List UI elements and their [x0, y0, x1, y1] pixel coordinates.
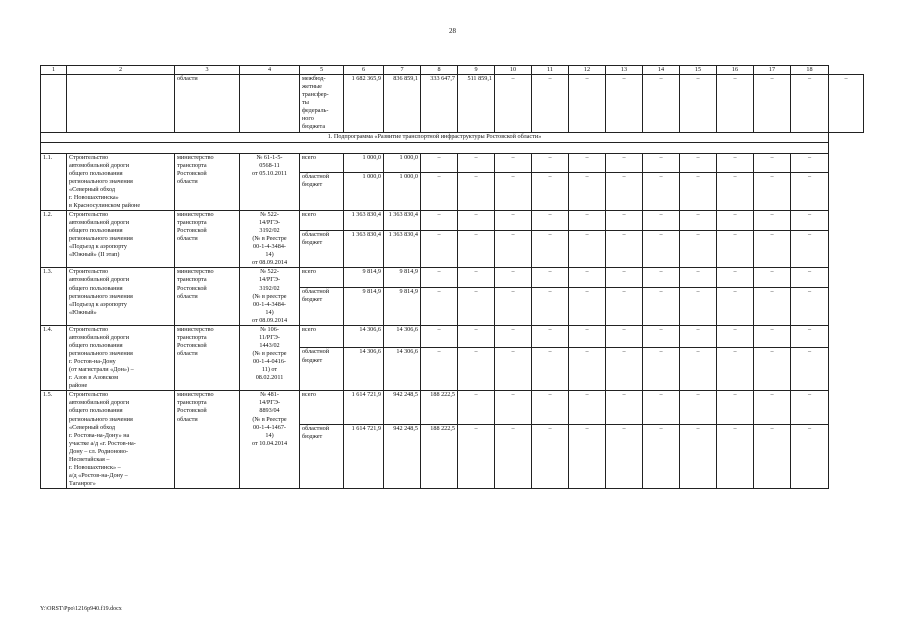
header-cell: 9	[458, 66, 495, 75]
value-cell: –	[791, 173, 829, 211]
value-cell: –	[754, 153, 791, 173]
value-cell: –	[680, 425, 717, 489]
value-cell: –	[754, 288, 791, 326]
table-row	[41, 391, 864, 425]
value-cell: –	[569, 230, 606, 268]
value-cell: 1 682 365,9	[344, 75, 384, 132]
value-cell: –	[791, 230, 829, 268]
header-cell: 4	[240, 66, 300, 75]
value-cell: 836 859,1	[384, 75, 421, 132]
value-cell: –	[680, 348, 717, 391]
value-cell: –	[754, 348, 791, 391]
value-cell: 1 363 830,4	[344, 230, 384, 268]
value-cell: –	[643, 325, 680, 348]
source-cell: всего	[300, 325, 344, 348]
value-cell: –	[643, 348, 680, 391]
row-name: Строительство автомобильной дороги общего пользования регионального значения «Северный обход г. Новошахтинска» в Красносулинском районе	[67, 153, 175, 210]
value-cell: –	[458, 230, 495, 268]
row-name	[67, 75, 175, 132]
value-cell: –	[495, 153, 532, 173]
value-cell: –	[643, 391, 680, 425]
value-cell: –	[458, 173, 495, 211]
value-cell: –	[495, 425, 532, 489]
value-cell: 9 814,9	[384, 268, 421, 288]
value-cell: –	[606, 210, 643, 230]
value-cell: –	[569, 288, 606, 326]
value-cell: –	[643, 75, 680, 132]
value-cell: –	[643, 153, 680, 173]
value-cell: –	[532, 210, 569, 230]
value-cell: 942 248,5	[384, 391, 421, 425]
value-cell: –	[495, 391, 532, 425]
value-cell: –	[606, 391, 643, 425]
value-cell: –	[643, 268, 680, 288]
value-cell: 14 306,6	[384, 348, 421, 391]
value-cell: –	[458, 348, 495, 391]
row-number	[41, 75, 67, 132]
row-number: 1.5.	[41, 391, 67, 489]
value-cell: –	[717, 75, 754, 132]
row-number: 1.2.	[41, 210, 67, 267]
value-cell: –	[754, 325, 791, 348]
header-cell: 3	[175, 66, 240, 75]
executor-cell: министерство транспорта Ростовской области	[175, 391, 240, 489]
spacer-cell	[41, 142, 829, 153]
header-cell: 5	[300, 66, 344, 75]
value-cell: 14 306,6	[384, 325, 421, 348]
value-cell: –	[791, 210, 829, 230]
executor-cell: министерство транспорта Ростовской области	[175, 325, 240, 391]
value-cell: –	[754, 210, 791, 230]
value-cell: –	[532, 348, 569, 391]
value-cell: –	[643, 425, 680, 489]
value-cell: –	[421, 173, 458, 211]
header-cell: 8	[421, 66, 458, 75]
value-cell: 9 814,9	[344, 288, 384, 326]
header-cell: 16	[717, 66, 754, 75]
value-cell: –	[606, 173, 643, 211]
value-cell: –	[680, 153, 717, 173]
executor-cell: министерство транспорта Ростовской области	[175, 153, 240, 210]
doc-cell: № 522- 14/РГЭ- 3192/02 (№ в Реестре 00-1-4-3484- 14) от 08.09.2014	[240, 210, 300, 267]
value-cell: –	[680, 325, 717, 348]
value-cell: 1 000,0	[384, 173, 421, 211]
value-cell: –	[643, 173, 680, 211]
value-cell: –	[606, 153, 643, 173]
header-cell: 15	[680, 66, 717, 75]
value-cell: –	[680, 75, 717, 132]
value-cell: –	[680, 391, 717, 425]
value-cell: –	[680, 288, 717, 326]
value-cell: 188 222,5	[421, 425, 458, 489]
executor-cell: области	[175, 75, 240, 132]
header-row	[41, 66, 864, 75]
value-cell: 511 859,1	[458, 75, 495, 132]
value-cell: –	[421, 325, 458, 348]
header-cell: 18	[791, 66, 829, 75]
value-cell: 14 306,6	[344, 325, 384, 348]
value-cell: –	[606, 230, 643, 268]
value-cell: –	[569, 268, 606, 288]
value-cell: –	[754, 391, 791, 425]
row-name: Строительство автомобильной дороги общего пользования регионального значения «Подъезд к аэропорту «Южный»	[67, 268, 175, 325]
value-cell: 9 814,9	[344, 268, 384, 288]
value-cell: –	[421, 348, 458, 391]
doc-cell: № 522- 14/РГЭ- 3192/02 (№ в реестре 00-1-4-3484- 14) от 08.09.2014	[240, 268, 300, 325]
section-row	[41, 132, 864, 142]
value-cell: –	[754, 268, 791, 288]
header-cell: 2	[67, 66, 175, 75]
value-cell: –	[458, 268, 495, 288]
value-cell: 1 000,0	[344, 153, 384, 173]
value-cell: –	[532, 425, 569, 489]
source-cell: всего	[300, 268, 344, 288]
value-cell: –	[458, 153, 495, 173]
value-cell: –	[754, 75, 791, 132]
value-cell: –	[791, 325, 829, 348]
row-name: Строительство автомобильной дороги общего пользования регионального значения «Северный обход г. Ростова-на-Дону» на участке а/д «г. Ростов-на- Дону – сл. Родионово- Несветайская – г. Новошахтинск» – а/д «Ростов-на-Дону – Таганрог»	[67, 391, 175, 489]
source-cell: областной бюджет	[300, 348, 344, 391]
value-cell: –	[421, 153, 458, 173]
value-cell: –	[532, 325, 569, 348]
value-cell: –	[791, 75, 829, 132]
value-cell: 14 306,6	[344, 348, 384, 391]
value-cell: –	[717, 425, 754, 489]
budget-table	[40, 65, 864, 489]
header-cell: 12	[569, 66, 606, 75]
table-row	[41, 325, 864, 348]
file-path: Y:\ORST\Ppo\1216p940.f19.docx	[40, 606, 122, 612]
table-row	[41, 210, 864, 230]
value-cell: –	[643, 230, 680, 268]
value-cell: –	[569, 348, 606, 391]
value-cell: –	[495, 230, 532, 268]
value-cell: –	[606, 425, 643, 489]
doc-cell	[240, 75, 300, 132]
header-cell: 10	[495, 66, 532, 75]
value-cell: –	[458, 425, 495, 489]
value-cell: –	[606, 288, 643, 326]
value-cell: –	[421, 268, 458, 288]
value-cell: –	[532, 230, 569, 268]
value-cell: –	[643, 288, 680, 326]
value-cell: 1 363 830,4	[384, 230, 421, 268]
executor-cell: министерство транспорта Ростовской области	[175, 210, 240, 267]
value-cell: 1 363 830,4	[344, 210, 384, 230]
value-cell: –	[421, 230, 458, 268]
value-cell: –	[532, 153, 569, 173]
value-cell: –	[643, 210, 680, 230]
header-cell: 13	[606, 66, 643, 75]
header-cell: 1	[41, 66, 67, 75]
source-cell: всего	[300, 210, 344, 230]
continuation-row	[41, 75, 864, 132]
source-cell: межбюд- жетные трансфер- ты федераль- ного бюджета	[300, 75, 344, 132]
value-cell: –	[532, 391, 569, 425]
value-cell: –	[495, 210, 532, 230]
value-cell: –	[495, 288, 532, 326]
value-cell: –	[754, 230, 791, 268]
header-cell: 7	[384, 66, 421, 75]
value-cell: –	[791, 425, 829, 489]
value-cell: –	[532, 268, 569, 288]
value-cell: –	[606, 348, 643, 391]
value-cell: –	[458, 210, 495, 230]
value-cell: –	[421, 210, 458, 230]
value-cell: –	[569, 391, 606, 425]
row-number: 1.3.	[41, 268, 67, 325]
value-cell: –	[495, 325, 532, 348]
table-row	[41, 153, 864, 173]
header-cell: 11	[532, 66, 569, 75]
value-cell: –	[532, 288, 569, 326]
value-cell: –	[829, 75, 864, 132]
value-cell: –	[495, 348, 532, 391]
value-cell: –	[791, 153, 829, 173]
value-cell: –	[680, 173, 717, 211]
value-cell: 1 363 830,4	[384, 210, 421, 230]
value-cell: –	[606, 268, 643, 288]
value-cell: –	[458, 325, 495, 348]
value-cell: –	[495, 75, 532, 132]
value-cell: –	[791, 288, 829, 326]
value-cell: –	[717, 153, 754, 173]
value-cell: –	[717, 230, 754, 268]
value-cell: –	[569, 210, 606, 230]
source-cell: всего	[300, 391, 344, 425]
value-cell: –	[532, 173, 569, 211]
value-cell: –	[754, 173, 791, 211]
value-cell: 1 614 721,9	[344, 391, 384, 425]
header-cell: 14	[643, 66, 680, 75]
value-cell: –	[569, 173, 606, 211]
source-cell: областной бюджет	[300, 173, 344, 211]
value-cell: –	[532, 75, 569, 132]
value-cell: 1 000,0	[344, 173, 384, 211]
value-cell: 9 814,9	[384, 288, 421, 326]
value-cell: –	[791, 268, 829, 288]
header-cell: 6	[344, 66, 384, 75]
source-cell: областной бюджет	[300, 288, 344, 326]
value-cell: –	[569, 325, 606, 348]
value-cell: –	[458, 391, 495, 425]
value-cell: –	[569, 75, 606, 132]
header-cell: 17	[754, 66, 791, 75]
table-row	[41, 268, 864, 288]
row-name: Строительство автомобильной дороги общего пользования регионального значения г. Ростов-на-Дону (от магистрали «Дон») – г. Азов в Азовском районе	[67, 325, 175, 391]
value-cell: –	[569, 425, 606, 489]
doc-cell: № 61-1-5- 0568-11 от 05.10.2011	[240, 153, 300, 210]
executor-cell: министерство транспорта Ростовской области	[175, 268, 240, 325]
value-cell: –	[680, 210, 717, 230]
value-cell: 942 248,5	[384, 425, 421, 489]
value-cell: –	[680, 268, 717, 288]
row-name: Строительство автомобильной дороги общего пользования регионального значения «Подъезд к аэропорту «Южный» (II этап)	[67, 210, 175, 267]
value-cell: –	[717, 348, 754, 391]
value-cell: 1 000,0	[384, 153, 421, 173]
row-number: 1.1.	[41, 153, 67, 210]
value-cell: –	[569, 153, 606, 173]
page-number: 28	[449, 27, 456, 35]
value-cell: –	[495, 268, 532, 288]
value-cell: 333 647,7	[421, 75, 458, 132]
source-cell: областной бюджет	[300, 425, 344, 489]
value-cell: –	[717, 288, 754, 326]
value-cell: –	[717, 391, 754, 425]
value-cell: –	[606, 325, 643, 348]
value-cell: –	[791, 348, 829, 391]
value-cell: –	[421, 288, 458, 326]
source-cell: всего	[300, 153, 344, 173]
section-title: 1. Подпрограмма «Развитие транспортной инфраструктуры Ростовской области»	[41, 132, 829, 142]
value-cell: –	[717, 210, 754, 230]
value-cell: –	[717, 173, 754, 211]
source-cell: областной бюджет	[300, 230, 344, 268]
row-number: 1.4.	[41, 325, 67, 391]
value-cell: –	[791, 391, 829, 425]
value-cell: –	[606, 75, 643, 132]
doc-cell: № 106- 11/РГЭ- 1443/02 (№ в реестре 00-1-4-0416- 11) от 08.02.2011	[240, 325, 300, 391]
value-cell: –	[680, 230, 717, 268]
doc-cell: № 481- 14/РГЭ- 8893/04 (№ в Реестре 00-1-4-1467- 14) от 10.04.2014	[240, 391, 300, 489]
value-cell: 188 222,5	[421, 391, 458, 425]
value-cell: –	[717, 325, 754, 348]
value-cell: –	[495, 173, 532, 211]
value-cell: –	[754, 425, 791, 489]
value-cell: –	[458, 288, 495, 326]
value-cell: 1 614 721,9	[344, 425, 384, 489]
value-cell: –	[717, 268, 754, 288]
